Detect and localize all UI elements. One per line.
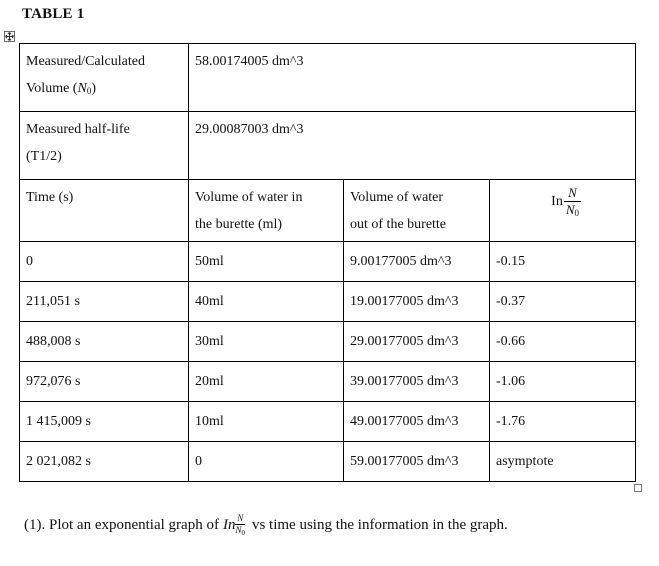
question-denominator-symbol: N [235,524,242,535]
ratio-fraction [564,186,581,218]
table-row [20,112,636,180]
ln-ratio-formula [551,186,581,218]
data-table [19,43,636,482]
volume-value-cell [189,44,636,112]
fraction-denominator [564,201,581,218]
table-row [20,362,636,402]
volume-in-header-line2: the burette (ml) [195,217,283,232]
volume-label-prefix: Volume ( [26,81,78,96]
ln-ratio-header [490,180,636,242]
table-resize-handle[interactable] [634,484,642,492]
ln-prefix: In [551,194,563,210]
ln-cell: -1.06 [490,362,636,402]
volume-in-cell: 30ml [189,322,344,362]
question-ln: In [222,517,236,534]
half-life-label-line1: Measured half-life [26,122,130,137]
volume-out-header [344,180,490,242]
volume-out-cell: 9.00177005 dm^3 [344,242,490,282]
volume-symbol: N [77,81,87,96]
volume-in-cell: 20ml [189,362,344,402]
volume-in-header-line1: Volume of water in [195,190,303,205]
volume-label-suffix: ) [91,81,96,96]
volume-in-cell: 0 [189,442,344,482]
question-suffix: vs time using the information in the graph. [251,517,508,534]
volume-label-line1: Measured/Calculated [26,54,145,69]
volume-out-cell: 49.00177005 dm^3 [344,402,490,442]
ln-cell: -0.37 [490,282,636,322]
half-life-label-cell [20,112,189,180]
volume-out-header-line1: Volume of water [350,190,444,205]
ln-cell: -0.15 [490,242,636,282]
time-cell: 211,051 s [20,282,189,322]
time-cell: 2 021,082 s [20,442,189,482]
question-denominator-subscript: 0 [241,528,245,537]
volume-in-cell: 10ml [189,402,344,442]
table-row [20,442,636,482]
ln-cell: asymptote [490,442,636,482]
table-row [20,322,636,362]
table-row [20,242,636,282]
move-arrows-icon [5,32,14,41]
volume-label-cell [20,44,189,112]
time-cell: 0 [20,242,189,282]
volume-out-cell: 39.00177005 dm^3 [344,362,490,402]
table-row [20,402,636,442]
question-fraction-numerator: N [237,513,244,523]
question-prefix: (1). Plot an exponential graph of [24,517,219,534]
half-life-label-line2: (T1/2) [26,149,62,164]
volume-in-cell: 50ml [189,242,344,282]
ln-cell: -1.76 [490,402,636,442]
denominator-subscript: 0 [574,207,580,218]
volume-out-header-line2: out of the burette [350,217,447,232]
time-cell: 488,008 s [20,322,189,362]
volume-symbol-subscript: 0 [86,86,92,96]
table-row [20,282,636,322]
volume-in-header [189,180,344,242]
question-fraction-denominator [235,524,245,538]
time-cell: 972,076 s [20,362,189,402]
table-move-handle[interactable] [4,31,15,42]
half-life-value: 29.00087003 dm^3 [195,122,304,137]
header-row [20,180,636,242]
time-cell: 1 415,009 s [20,402,189,442]
volume-out-cell: 59.00177005 dm^3 [344,442,490,482]
half-life-value-cell [189,112,636,180]
question-fraction [235,514,245,538]
table-row [20,44,636,112]
volume-in-cell: 40ml [189,282,344,322]
volume-out-cell: 19.00177005 dm^3 [344,282,490,322]
ln-cell: -0.66 [490,322,636,362]
fraction-numerator: N [568,185,577,200]
table-title: TABLE 1 [22,6,85,22]
volume-value: 58.00174005 dm^3 [195,54,304,69]
time-header: Time (s) [20,180,189,242]
volume-out-cell: 29.00177005 dm^3 [344,322,490,362]
question-text [24,514,508,538]
denominator-symbol: N [565,201,575,217]
